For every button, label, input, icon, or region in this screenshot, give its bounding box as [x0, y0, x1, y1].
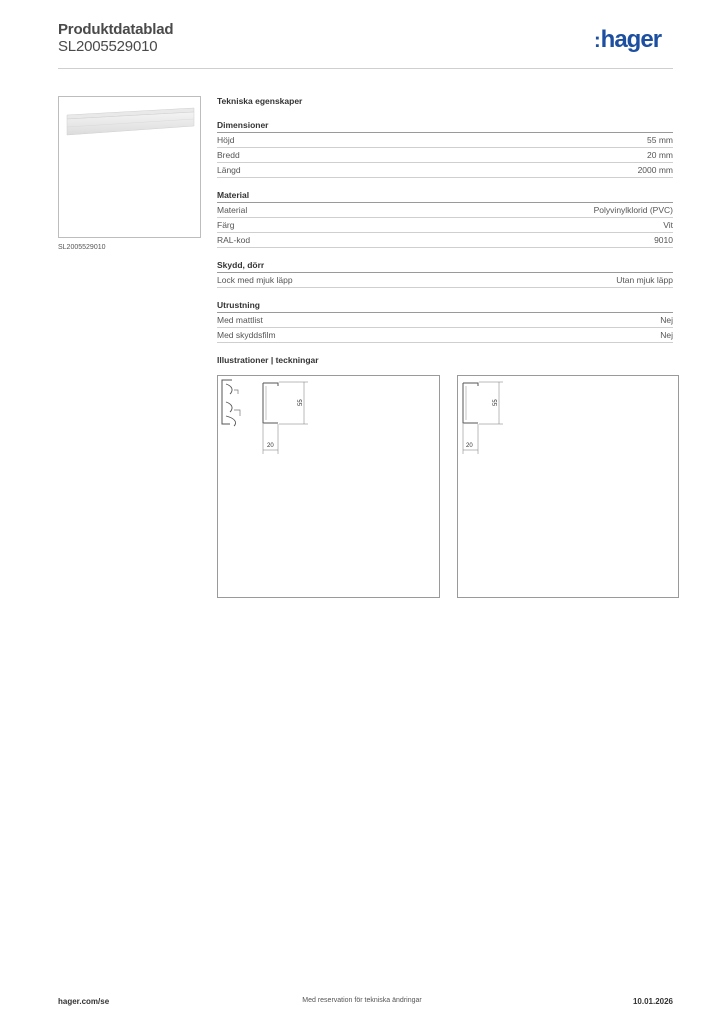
spec-label: Med skyddsfilm — [217, 330, 276, 340]
specs-title: Tekniska egenskaper — [217, 96, 303, 106]
spec-value: Utan mjuk läpp — [616, 275, 673, 285]
spec-label: RAL-kod — [217, 235, 251, 245]
hager-logo: :hager — [594, 26, 662, 53]
spec-row — [217, 203, 673, 218]
height-dimension-label: 55 — [493, 399, 499, 406]
spec-row — [217, 163, 673, 178]
spec-value: 20 mm — [647, 150, 673, 160]
illustrations-title: Illustrationer | teckningar — [217, 355, 319, 365]
section-heading-material: Material — [217, 188, 673, 203]
height-dimension-label: 55 — [298, 399, 304, 406]
spec-value: 55 mm — [647, 135, 673, 145]
product-image-caption: SL2005529010 — [58, 244, 106, 251]
spec-row — [217, 133, 673, 148]
cover-profile-picture — [59, 97, 200, 237]
profile-drawing-2 — [458, 376, 678, 597]
width-dimension-label: 20 — [267, 443, 274, 449]
product-number: SL2005529010 — [58, 38, 158, 55]
drawing-2 — [457, 375, 679, 598]
spec-row — [217, 273, 673, 288]
spec-row — [217, 148, 673, 163]
spec-value: Polyvinylklorid (PVC) — [593, 205, 673, 215]
spec-value: Nej — [660, 330, 673, 340]
width-dimension-label: 20 — [466, 443, 473, 449]
document-title: Produktdatablad — [58, 21, 174, 38]
spec-value: 2000 mm — [637, 165, 673, 175]
section-heading-equipment: Utrustning — [217, 298, 673, 313]
technical-specs — [217, 94, 673, 343]
section-heading-protection: Skydd, dörr — [217, 258, 673, 273]
spec-row — [217, 233, 673, 248]
spec-label: Höjd — [217, 135, 235, 145]
spec-row — [217, 218, 673, 233]
profile-drawing-1 — [218, 376, 439, 597]
footer-disclaimer: Med reservation för tekniska ändringar — [302, 997, 422, 1004]
drawing-1 — [217, 375, 440, 598]
footer-date: 10.01.2026 — [632, 997, 673, 1006]
spec-value: Nej — [660, 315, 673, 325]
spec-row — [217, 313, 673, 328]
spec-label: Lock med mjuk läpp — [217, 275, 293, 285]
footer-website-link[interactable]: hager.com/se — [58, 997, 110, 1006]
spec-label: Material — [217, 205, 248, 215]
spec-value: Vit — [663, 220, 673, 230]
logo-text: hager — [600, 26, 662, 53]
spec-label: Längd — [217, 165, 241, 175]
product-image — [58, 96, 201, 238]
spec-row — [217, 328, 673, 343]
section-heading-dimensions: Dimensioner — [217, 118, 673, 133]
spec-label: Med mattlist — [217, 315, 263, 325]
spec-label: Färg — [217, 220, 235, 230]
spec-value: 9010 — [654, 235, 673, 245]
spec-label: Bredd — [217, 150, 240, 160]
header-divider — [58, 68, 673, 69]
